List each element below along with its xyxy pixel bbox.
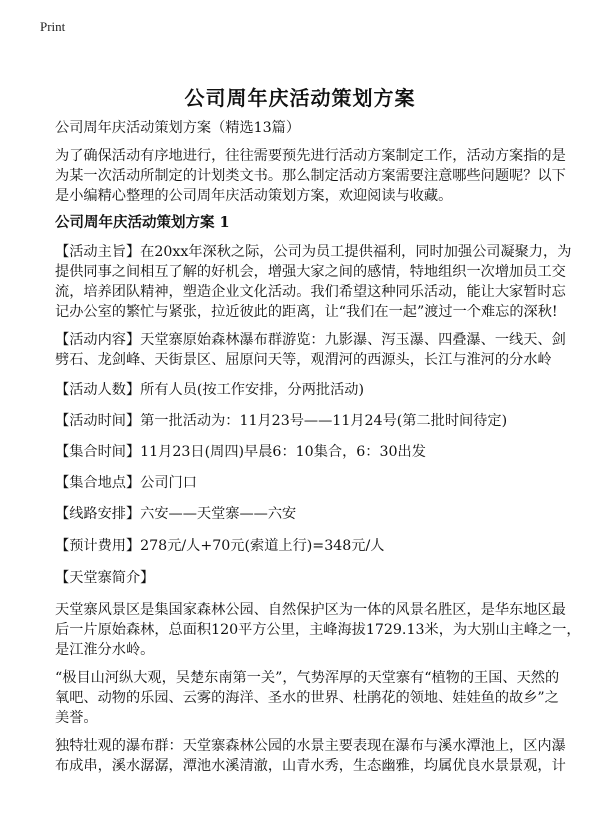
gather-time-paragraph: 【集合时间】11月23日(周四)早晨6：10集合，6：30出发	[55, 444, 426, 460]
text-line: 为了确保活动有序地进行，往往需要预先进行活动方案制定工作，活动方案指的是	[55, 148, 566, 164]
cost-paragraph: 【预计费用】278元/人+70元(索道上行)=348元/人	[55, 538, 385, 554]
print-link[interactable]: Print	[40, 19, 66, 34]
text-line: 劈石、龙剑峰、天街景区、屈原问天等，观渭河的西源头，长江与淮河的分水岭	[55, 352, 552, 368]
time-paragraph: 【活动时间】第一批活动为：11月23号——11月24号(第二批时间待定)	[55, 413, 508, 429]
purpose-paragraph	[55, 242, 571, 322]
text-line: 后一片原始森林，总面积120平方公里，主峰海拔1729.13米，为大别山主峰之一，	[55, 622, 581, 638]
text-line: 【活动内容】天堂寨原始森林瀑布群游览：九影瀑、泻玉瀑、四叠瀑、一线天、剑	[55, 332, 566, 348]
text-line: 独特壮观的瀑布群：天堂寨森林公园的水景主要表现在瀑布与溪水潭池上，区内瀑	[55, 738, 566, 754]
text-line: 【活动主旨】在20xx年深秋之际，公司为员工提供福利，同时加强公司凝聚力，为	[55, 244, 572, 260]
section-heading: 公司周年庆活动策划方案 1	[55, 214, 230, 231]
gather-place-paragraph: 【集合地点】公司门口	[55, 475, 197, 491]
text-line: 为某一次活动所制定的计划类文书。那么制定活动方案需要注意哪些问题呢？以下	[55, 168, 566, 184]
text-line: 天堂寨风景区是集国家森林公园、自然保护区为一体的风景名胜区，是华东地区最	[55, 602, 566, 618]
text-line: “极目山河纵大观，吴楚东南第一关”，气势浑厚的天堂寨有“植物的王国、天然的	[55, 670, 560, 686]
text-line: 流，培养团队精神，塑造企业文化活动。我们希望这种同乐活动，能让大家暂时忘	[55, 284, 566, 300]
route-paragraph: 【线路安排】六安——天堂寨——六安	[55, 506, 297, 522]
headcount-paragraph: 【活动人数】所有人员(按工作安排，分两批活动)	[55, 382, 365, 398]
subtitle: 公司周年庆活动策划方案（精选13篇）	[55, 120, 301, 136]
text-line: 是小编精心整理的公司周年庆活动策划方案，欢迎阅读与收藏。	[55, 188, 453, 204]
text-line: 氧吧、动物的乐园、云雾的海洋、圣水的世界、杜鹃花的领地、娃娃鱼的故乡”之	[55, 690, 559, 706]
page-title: 公司周年庆活动策划方案	[184, 86, 416, 110]
text-line: 美誉。	[55, 710, 98, 726]
text-line: 是江淮分水岭。	[55, 642, 155, 658]
text-line: 布成串，溪水潺潺，潭池水溪清澈，山青水秀，生态幽雅，均属优良水景景观，计	[55, 758, 566, 774]
waterfall-paragraph	[55, 736, 566, 776]
content-paragraph	[55, 330, 566, 370]
quote-paragraph	[55, 668, 559, 728]
scenic-paragraph	[55, 600, 581, 660]
intro-paragraph	[55, 146, 566, 206]
text-line: 记办公室的繁忙与紧张，拉近彼此的距离，让“我们在一起”渡过一个难忘的深秋!	[55, 304, 558, 320]
text-line: 提供同事之间相互了解的好机会，增强大家之间的感情，特地组织一次增加员工交	[55, 264, 566, 280]
scenic-intro-heading: 【天堂寨简介】	[55, 570, 155, 586]
